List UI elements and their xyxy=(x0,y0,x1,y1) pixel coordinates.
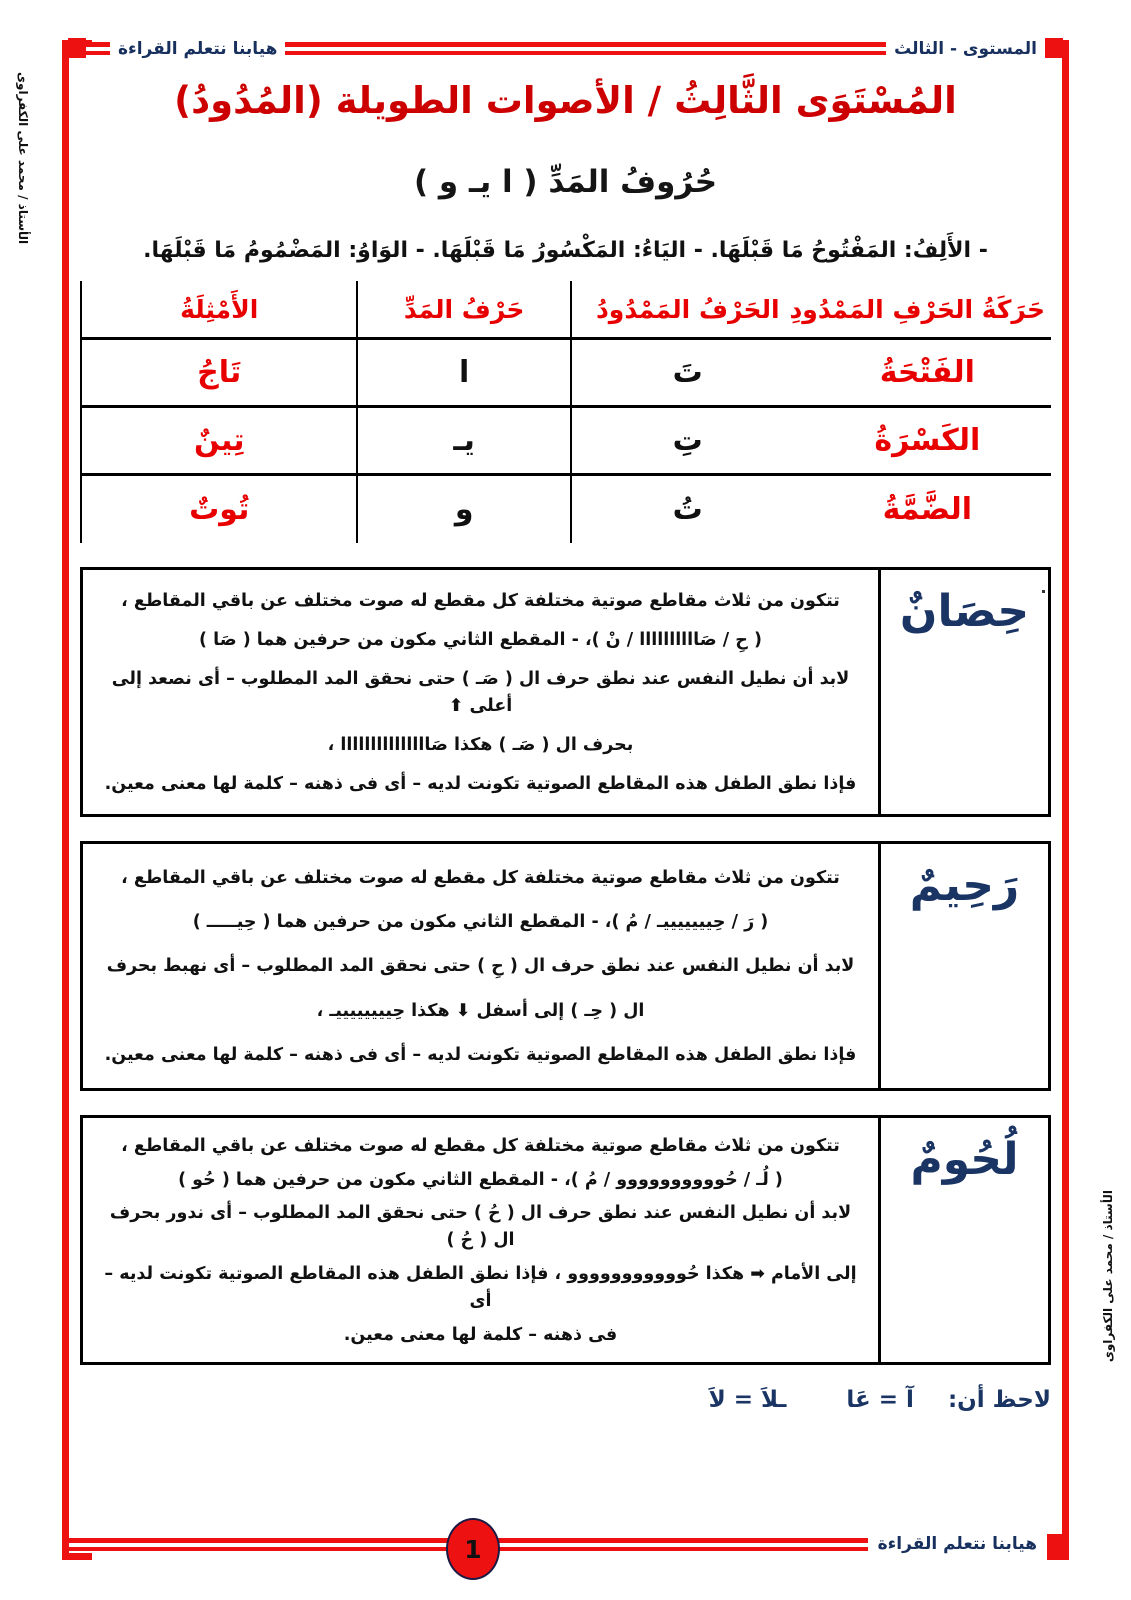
word-label-cell xyxy=(878,844,1048,1088)
note-label: لاحظ أن: xyxy=(947,1386,1051,1413)
table-row xyxy=(81,407,1051,475)
table-row xyxy=(81,339,1051,407)
explanation-line: تتكون من ثلاث مقاطع صوتية مختلفة كل مقطع له صوت مختلف عن باقي المقاطع ، xyxy=(121,867,840,888)
cell-example: تُوتٌ xyxy=(81,475,357,543)
header-cap-right xyxy=(1045,38,1063,58)
cell-mad-letter: ا xyxy=(357,339,570,407)
page-footer xyxy=(68,1528,1063,1562)
word-label-cell xyxy=(878,570,1048,814)
page-number-badge: 1 xyxy=(446,1518,500,1580)
page-subtitle: حُرُوفُ المَدِّ ( ا يـ و ) xyxy=(413,163,718,200)
note-equation-1: آ = عَا xyxy=(846,1386,914,1413)
explanation-line: فى ذهنه – كلمة لها معنى معين. xyxy=(343,1324,618,1345)
mad-definition-line: - الأَلِفُ: المَفْتُوحُ مَا قَبْلَهَا. - اليَاءُ: المَكْسُورُ مَا قَبْلَهَا. - الوَاوُ: المَضْمُومُ مَا قَبْلَهَا. xyxy=(143,237,988,263)
col-header-mad-letter: حَرْفُ المَدِّ xyxy=(357,281,570,339)
content-column xyxy=(80,70,1051,1413)
explanation-line: بحرف ال ( صَـ ) هكذا صَااااااااااااااا ، xyxy=(327,734,634,755)
word-body-cell xyxy=(83,844,878,1088)
header-level-label: المستوى - الثالث xyxy=(886,34,1045,64)
explanation-line: لابد أن نطيل النفس عند نطق حرف ال ( صَـ ) حتى نحقق المد المطلوب – أى نصعد إلى أعلى ⬆ xyxy=(111,668,850,716)
cell-mad-letter: يـ xyxy=(357,407,570,475)
explanation-line: ( لُـ / حُوووووووووو / مُ )، - المقطع الثاني مكون من حرفين هما ( حُو ) xyxy=(178,1169,783,1190)
table-head xyxy=(81,281,1051,339)
explanation-line: فإذا نطق الطفل هذه المقاطع الصوتية تكونت لديه – أى فى ذهنه – كلمة لها معنى معين. xyxy=(104,1045,857,1066)
explanation-line: لابد أن نطيل النفس عند نطق حرف ال ( حِ ) حتى نحقق المد المطلوب – أى نهبط بحرف xyxy=(106,956,855,977)
table-header-row xyxy=(81,281,1051,339)
word-body-cell xyxy=(83,1118,878,1362)
footer-cap-right xyxy=(1045,1534,1063,1554)
word-label-cell xyxy=(878,1118,1048,1362)
word-explanation-box xyxy=(80,567,1051,817)
frame-right-bar xyxy=(1062,40,1069,1560)
footer-brand-label: هيابنا نتعلم القراءة xyxy=(868,1528,1047,1560)
page-header xyxy=(68,34,1063,68)
header-brand-label: هيابنا نتعلم القراءة xyxy=(110,34,285,64)
table-body xyxy=(81,339,1051,543)
cell-mad-letter: و xyxy=(357,475,570,543)
side-credit-right: الأستاذ / محمد على الكفراوى xyxy=(1101,1190,1115,1363)
explanation-line: فإذا نطق الطفل هذه المقاطع الصوتية تكونت لديه – أى فى ذهنه – كلمة لها معنى معين. xyxy=(104,773,857,794)
explanation-line: ال ( حِـ ) إلى أسفل ⬇ هكذا حِييييييييـ ، xyxy=(316,1000,645,1021)
word-explanation-box xyxy=(80,1115,1051,1365)
col-header-haraka: حَرَكَةُ الحَرْفِ المَمْدُودِ xyxy=(804,281,1051,339)
side-credit-left: الأستاذ / محمد على الكفراوى xyxy=(16,72,30,245)
explanation-line: تتكون من ثلاث مقاطع صوتية مختلفة كل مقطع له صوت مختلف عن باقي المقاطع ، xyxy=(121,1136,840,1157)
cell-extended: تُ xyxy=(571,475,804,543)
cell-haraka: الفَتْحَةُ xyxy=(879,355,975,391)
cell-example: تَاجُ xyxy=(81,339,357,407)
explanation-line: ( حِ / صَاااااااااا / نْ )، - المقطع الثاني مكون من حرفين هما ( صَا ) xyxy=(199,629,762,650)
explanation-line: لابد أن نطيل النفس عند نطق حرف ال ( حُ ) حتى نحقق المد المطلوب – أى ندور بحرف ال ( حُ ) xyxy=(109,1203,852,1251)
word-label: لُحُومٌ xyxy=(910,1133,1019,1185)
word-label: حِصَانٌ xyxy=(899,585,1030,637)
explanation-line: إلى الأمام ➡ هكذا حُووووووووووو ، فإذا نطق الطفل هذه المقاطع الصوتية تكونت لديه – أى xyxy=(104,1263,857,1312)
cell-example: تِينٌ xyxy=(81,407,357,475)
mad-letters-table xyxy=(80,281,1051,543)
cell-extended: تَ xyxy=(571,339,804,407)
explanation-line: ( رَ / حِيييييييـ / مُ )، - المقطع الثاني مكون من حرفين هما ( حِيـــــ ) xyxy=(192,911,769,932)
table-row xyxy=(81,475,1051,543)
cell-extended: تِ xyxy=(571,407,804,475)
word-body-cell xyxy=(83,570,878,814)
cell-haraka: الكَسْرَةُ xyxy=(874,423,981,459)
frame-left-bar xyxy=(62,40,69,1560)
col-header-extended: الحَرْفُ المَمْدُودُ xyxy=(571,281,804,339)
page-title: المُسْتَوَى الثَّالِثُ / الأصوات الطويلة (المُدُودُ) xyxy=(174,79,957,122)
word-label: رَحِيمٌ xyxy=(909,859,1020,911)
note-row xyxy=(80,1387,1051,1413)
explanation-line: تتكون من ثلاث مقاطع صوتية مختلفة كل مقطع له صوت مختلف عن باقي المقاطع ، xyxy=(121,590,840,611)
col-header-examples: الأَمْثِلَةُ xyxy=(81,281,357,339)
word-explanation-box xyxy=(80,841,1051,1091)
cell-haraka: الضَّمَّةُ xyxy=(882,492,973,528)
header-cap-left xyxy=(68,38,86,58)
note-equation-2: ـلاَ = لاَ xyxy=(708,1386,787,1413)
